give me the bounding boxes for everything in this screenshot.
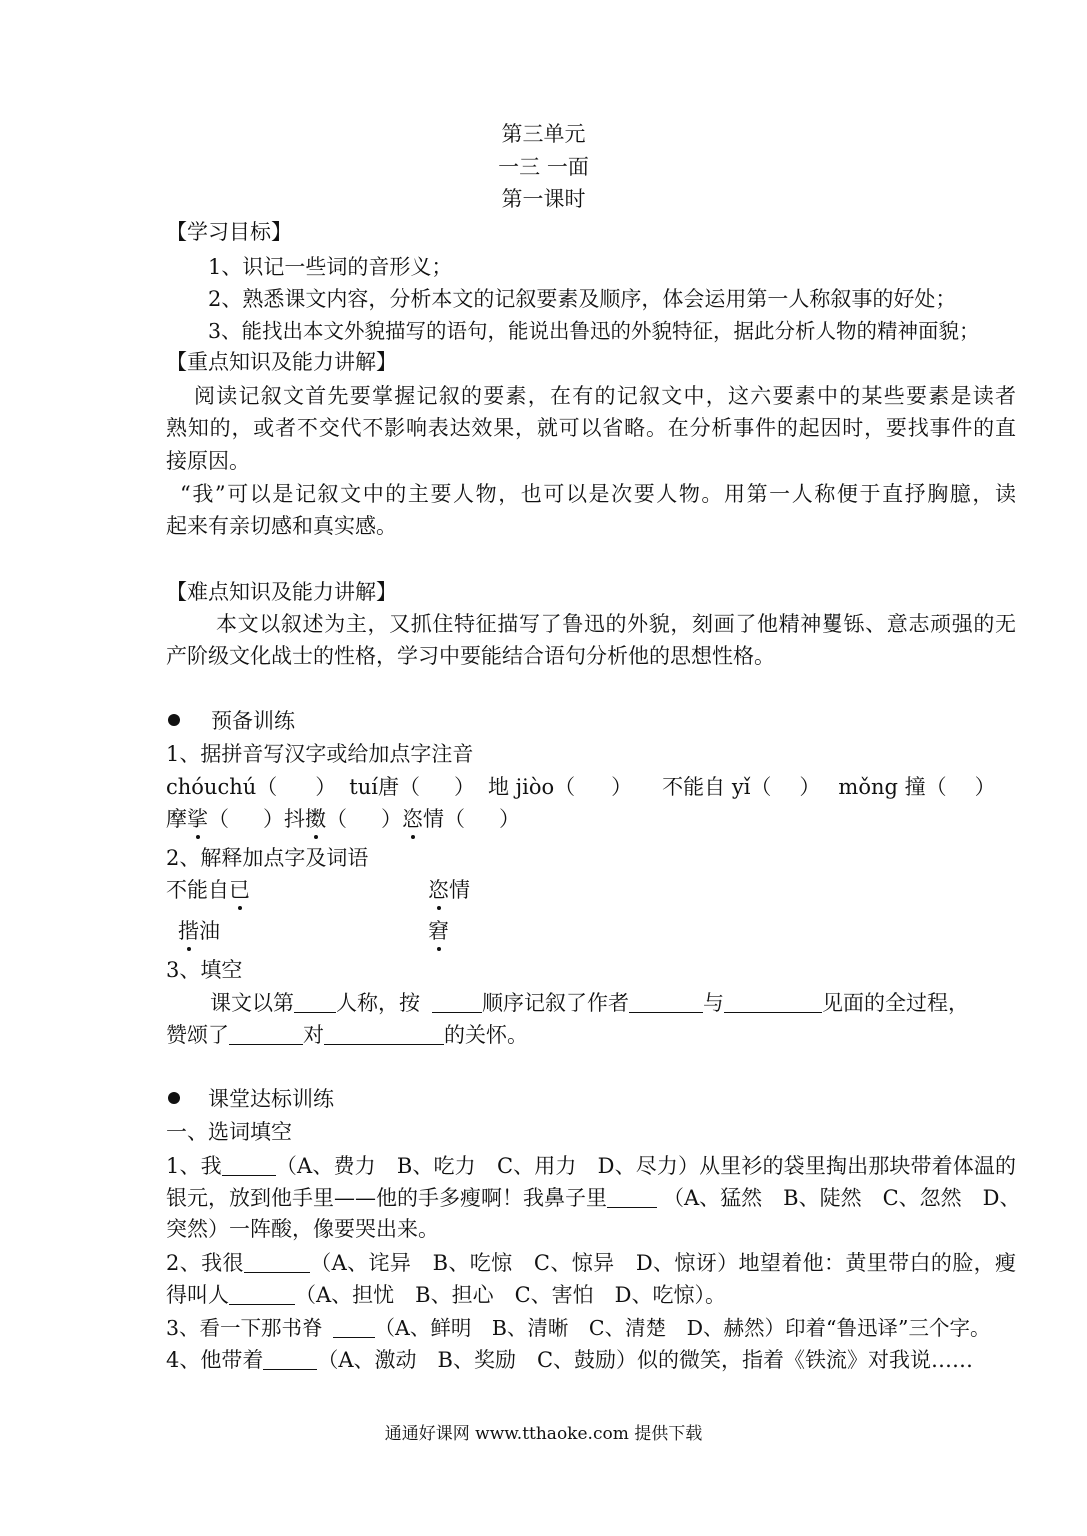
classroom-subheading: 一、选词填空 (166, 1120, 292, 1144)
vocab-item (428, 921, 449, 942)
answer-blank[interactable] (229, 1024, 303, 1045)
bullet-icon (168, 1092, 180, 1104)
objective-item: 1、识记一些词的音形义； (208, 255, 453, 279)
question-line: 4、他带着 （A、激动 B、奖励 C、鼓励）似的微笑，指着《铁流》对我说…… (166, 1348, 974, 1372)
key-points-line: 起来有亲切感和真实感。 (166, 514, 397, 538)
answer-blank[interactable] (222, 1155, 276, 1176)
answer-blank[interactable] (294, 992, 336, 1013)
dotted-char: 窘 (428, 919, 449, 943)
prep-heading: 预备训练 (168, 711, 295, 732)
key-points-line: 接原因。 (166, 449, 250, 473)
key-points-line: 阅读记叙文首先要掌握记叙的要素，在有的记叙文中，这六要素中的某些要素是读者 (194, 384, 1016, 408)
difficult-points-line: 本文以叙述为主，又抓住特征描写了鲁迅的外貌，刻画了他精神矍铄、意志顽强的无 (216, 612, 1016, 636)
answer-blank[interactable] (263, 1349, 317, 1370)
period-title: 第一课时 (501, 187, 586, 211)
difficult-points-heading: 【难点知识及能力讲解】 (166, 580, 397, 604)
dotted-char: 揩 (178, 919, 199, 943)
bullet-icon (168, 714, 180, 726)
dotted-char: 擞 (305, 807, 326, 831)
classroom-heading: 课堂达标训练 (168, 1089, 334, 1110)
dotted-char: 恣 (402, 807, 423, 831)
vocab-item: 不能自已 (166, 878, 250, 902)
question-line: 3、看一下那书脊 （A、鲜明 B、清晰 C、清楚 D、赫然）印着“鲁迅译”三个字。 (166, 1316, 991, 1340)
answer-blank[interactable] (229, 1284, 295, 1305)
unit-title: 第三单元 (501, 122, 586, 146)
dotted-char: 已 (229, 878, 250, 902)
key-points-line: “我”可以是记叙文中的主要人物，也可以是次要人物。用第一人称便于直抒胸臆，读 (180, 482, 1016, 506)
question-line: 2、我很 （A、诧异 B、吃惊 C、惊异 D、惊讶）地望着他：黄里带白的脸，瘦 (166, 1251, 1016, 1275)
objective-item: 3、能找出本文外貌描写的语句，能说出鲁迅的外貌特征，据此分析人物的精神面貌； (208, 319, 980, 343)
prep-q1-row1: chóuchú（ ） tuí唐（ ） 地 jiòo（ ） 不能自 yǐ（ ） mǒng 撞（ ） (166, 775, 996, 799)
question-line: 1、我 （A、费力 B、吃力 C、用力 D、尽力）从里衫的袋里掏出那块带着体温的 (166, 1154, 1016, 1178)
dotted-char: 挲 (187, 807, 208, 831)
objectives-heading: 【学习目标】 (166, 220, 292, 244)
objective-item: 2、熟悉课文内容，分析本文的记叙要素及顺序，体会运用第一人称叙事的好处； (208, 287, 957, 311)
answer-blank[interactable] (607, 1187, 657, 1208)
answer-blank[interactable] (333, 1317, 375, 1338)
prep-q3-line: 赞颂了 对 的关怀。 (166, 1023, 528, 1047)
vocab-item: 恣情 (428, 878, 470, 902)
question-line: 得叫人 （A、担忧 B、担心 C、害怕 D、吃惊）。 (166, 1283, 727, 1307)
prep-q1-title: 1、据拼音写汉字或给加点字注音 (166, 742, 474, 766)
prep-q2-title: 2、解释加点字及词语 (166, 846, 369, 870)
answer-blank[interactable] (244, 1252, 310, 1273)
lesson-title: 一三 一面 (498, 155, 589, 179)
difficult-points-line: 产阶级文化战士的性格，学习中要能结合语句分析他的思想性格。 (166, 644, 775, 668)
key-points-line: 熟知的，或者不交代不影响表达效果，就可以省略。在分析事件的起因时，要找事件的直 (166, 416, 1016, 440)
answer-blank[interactable] (432, 992, 482, 1013)
question-line: 银元，放到他手里——他的手多瘦啊！我鼻子里 （A、猛然 B、陡然 C、忽然 D、 (166, 1186, 1021, 1210)
footer-credit: 通通好课网 www.tthaoke.com 提供下载 (384, 1424, 703, 1444)
answer-blank[interactable] (724, 992, 822, 1013)
answer-blank[interactable] (324, 1024, 444, 1045)
vocab-item: 揩油 (178, 919, 220, 943)
prep-q1-row2: 摩挲（ ）抖擞（ ）恣情（ ） (166, 807, 520, 831)
prep-q3-line: 课文以第 人称，按 顺序记叙了作者 与 见面的全过程， (210, 991, 969, 1015)
question-line: 突然）一阵酸，像要哭出来。 (166, 1217, 439, 1241)
answer-blank[interactable] (629, 992, 703, 1013)
dotted-char: 恣 (428, 878, 449, 902)
key-points-heading: 【重点知识及能力讲解】 (166, 350, 397, 374)
prep-q3-title: 3、填空 (166, 958, 243, 982)
